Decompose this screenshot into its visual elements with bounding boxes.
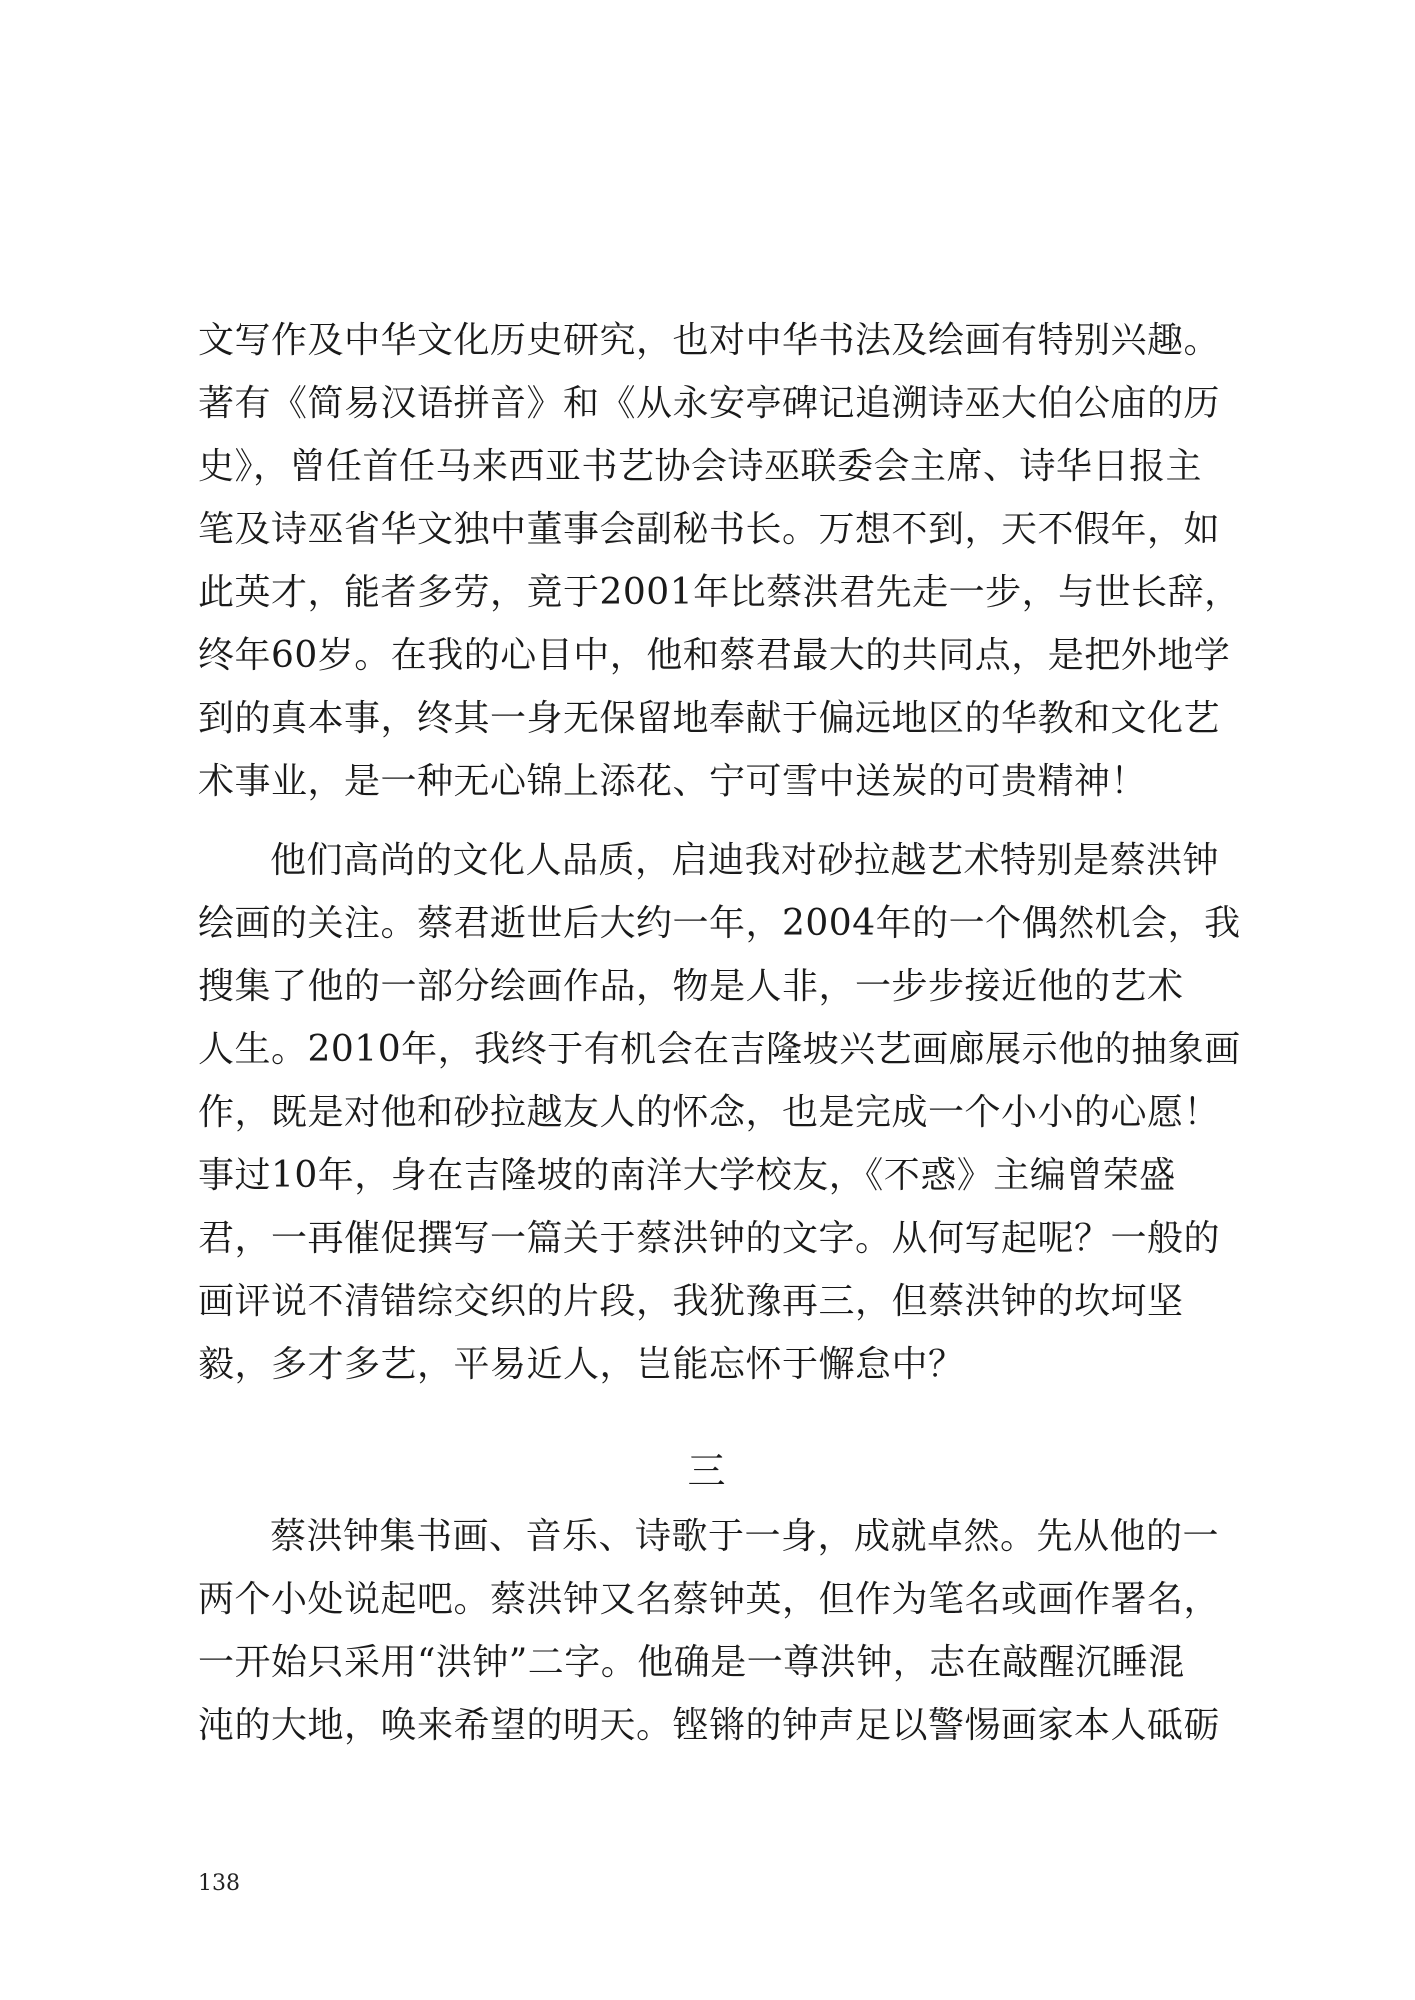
text-line: 史》，曾任首任马来西亚书艺协会诗巫联委会主席、诗华日报主 [198, 446, 1203, 487]
text-line: 终年60岁。在我的心目中，他和蔡君最大的共同点，是把外地学 [198, 635, 1231, 676]
text-line: 文写作及中华文化历史研究，也对中华书法及绘画有特别兴趣。 [198, 320, 1221, 361]
page-number: 138 [198, 1871, 240, 1896]
text-line: 君，一再催促撰写一篇关于蔡洪钟的文字。从何写起呢？一般的 [198, 1218, 1221, 1259]
text-line: 一开始只采用“洪钟”二字。他确是一尊洪钟，志在敲醒沉睡混 [198, 1642, 1185, 1683]
text-line: 此英才，能者多劳，竟于2001年比蔡洪君先走一步，与世长辞， [198, 572, 1241, 613]
text-line: 他们高尚的文化人品质，启迪我对砂拉越艺术特别是蔡洪钟 [270, 840, 1220, 881]
text-line: 事过10年，身在吉隆坡的南洋大学校友，《不惑》主编曾荣盛 [198, 1155, 1176, 1196]
text-line: 绘画的关注。蔡君逝世后大约一年，2004年的一个偶然机会，我 [198, 903, 1241, 944]
text-line: 画评说不清错综交织的片段，我犹豫再三，但蔡洪钟的坎坷坚 [198, 1281, 1184, 1322]
paragraph [198, 1505, 1221, 1757]
paragraph-continued [198, 309, 1241, 813]
text-line: 两个小处说起吧。蔡洪钟又名蔡钟英，但作为笔名或画作署名， [198, 1579, 1221, 1620]
text-line: 笔及诗巫省华文独中董事会副秘书长。万想不到，天不假年，如 [198, 509, 1221, 550]
paragraph [198, 829, 1241, 1396]
text-line: 到的真本事，终其一身无保留地奉献于偏远地区的华教和文化艺 [198, 698, 1221, 739]
section-heading: 三 [687, 1449, 728, 1493]
text-line: 人生。2010年，我终于有机会在吉隆坡兴艺画廊展示他的抽象画 [198, 1029, 1241, 1070]
text-line: 搜集了他的一部分绘画作品，物是人非，一步步接近他的艺术 [198, 966, 1184, 1007]
text-line: 术事业，是一种无心锦上添花、宁可雪中送炭的可贵精神！ [198, 761, 1148, 802]
text-line: 著有《简易汉语拼音》和《从永安亭碑记追溯诗巫大伯公庙的历 [198, 383, 1221, 424]
text-line: 沌的大地，唤来希望的明天。铿锵的钟声足以警惕画家本人砥砺 [198, 1705, 1221, 1746]
text-line: 毅，多才多艺，平易近人，岂能忘怀于懈怠中？ [198, 1344, 965, 1385]
text-line: 蔡洪钟集书画、音乐、诗歌于一身，成就卓然。先从他的一 [270, 1516, 1220, 1557]
text-line: 作，既是对他和砂拉越友人的怀念，也是完成一个小小的心愿！ [198, 1092, 1221, 1133]
